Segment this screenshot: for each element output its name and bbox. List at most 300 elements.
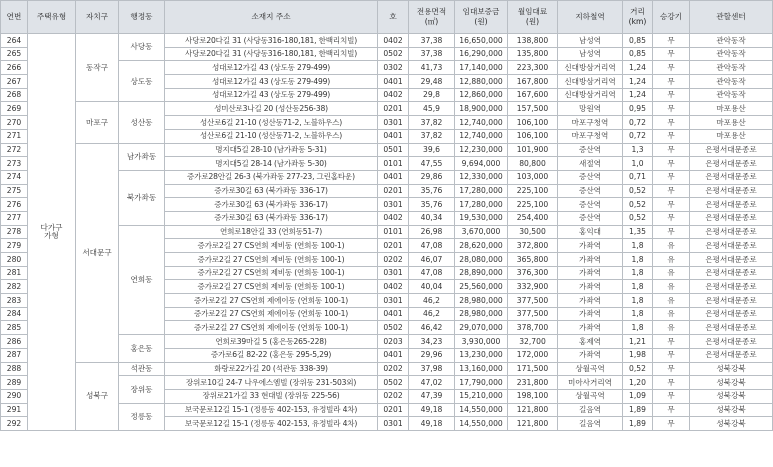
unit-number-cell: 0301: [378, 116, 409, 130]
management-center-cell: 마포용산: [690, 102, 773, 116]
unit-number-cell: 0301: [378, 198, 409, 212]
monthly-rent-cell: 121,800: [508, 417, 558, 431]
monthly-rent-cell: 157,500: [508, 102, 558, 116]
deposit-cell: 17,280,000: [455, 184, 508, 198]
admin-dong-cell: 연희동: [119, 225, 165, 335]
unit-number-cell: 0401: [378, 307, 409, 321]
elevator-cell: 무: [653, 184, 690, 198]
row-number-cell: 289: [1, 376, 28, 390]
floor-area-cell: 29,96: [409, 348, 455, 362]
elevator-cell: 유: [653, 307, 690, 321]
address-cell: 증가로2길 27 CS연희 제에이동 (연희동 100-1): [165, 321, 378, 335]
header-row: [1, 1, 773, 34]
subway-station-cell: 가좌역: [558, 321, 623, 335]
address-cell: 성대로12가길 43 (상도동 279-499): [165, 75, 378, 89]
distance-cell: 1,3: [623, 143, 653, 157]
deposit-cell: 19,530,000: [455, 211, 508, 225]
floor-area-cell: 37,38: [409, 34, 455, 48]
row-number-cell: 273: [1, 157, 28, 171]
admin-dong-cell: 석관동: [119, 362, 165, 376]
deposit-cell: 12,880,000: [455, 75, 508, 89]
subway-station-cell: 가좌역: [558, 253, 623, 267]
elevator-cell: 유: [653, 294, 690, 308]
unit-number-cell: 0401: [378, 348, 409, 362]
subway-station-cell: 홍익대: [558, 225, 623, 239]
row-number-cell: 288: [1, 362, 28, 376]
col-header-ho: 호: [378, 1, 409, 34]
unit-number-cell: 0201: [378, 403, 409, 417]
floor-area-cell: 37,38: [409, 47, 455, 61]
monthly-rent-cell: 225,100: [508, 184, 558, 198]
elevator-cell: 무: [653, 143, 690, 157]
distance-cell: 1,89: [623, 403, 653, 417]
distance-cell: 1,98: [623, 348, 653, 362]
management-center-cell: 은평서대문종로: [690, 307, 773, 321]
subway-station-cell: 남성역: [558, 47, 623, 61]
management-center-cell: 관악동작: [690, 47, 773, 61]
distance-cell: 1,20: [623, 376, 653, 390]
monthly-rent-cell: 376,300: [508, 266, 558, 280]
monthly-rent-cell: 171,500: [508, 362, 558, 376]
monthly-rent-cell: 106,100: [508, 129, 558, 143]
row-number-cell: 268: [1, 88, 28, 102]
col-header-address: 소재지 주소: [165, 1, 378, 34]
address-cell: 증가로2길 27 CS연희 제비동 (연희동 100-1): [165, 280, 378, 294]
unit-number-cell: 0401: [378, 75, 409, 89]
address-cell: 증가로6길 82-22 (홍은동 295-5,29): [165, 348, 378, 362]
distance-cell: 0,52: [623, 362, 653, 376]
col-header-distance: 거리 (km): [623, 1, 653, 34]
row-number-cell: 284: [1, 307, 28, 321]
distance-cell: 0,72: [623, 116, 653, 130]
distance-cell: 1,8: [623, 239, 653, 253]
subway-station-cell: 신대방삼거리역: [558, 88, 623, 102]
elevator-cell: 무: [653, 376, 690, 390]
distance-cell: 1,8: [623, 253, 653, 267]
unit-number-cell: 0101: [378, 225, 409, 239]
monthly-rent-cell: 225,100: [508, 198, 558, 212]
distance-cell: 1,8: [623, 266, 653, 280]
monthly-rent-cell: 101,900: [508, 143, 558, 157]
subway-station-cell: 새절역: [558, 157, 623, 171]
deposit-cell: 28,980,000: [455, 294, 508, 308]
subway-station-cell: 증산역: [558, 143, 623, 157]
distance-cell: 1,8: [623, 294, 653, 308]
management-center-cell: 성북강북: [690, 362, 773, 376]
elevator-cell: 무: [653, 198, 690, 212]
unit-number-cell: 0502: [378, 47, 409, 61]
row-number-cell: 285: [1, 321, 28, 335]
row-number-cell: 280: [1, 253, 28, 267]
monthly-rent-cell: 172,000: [508, 348, 558, 362]
col-header-gu: 자치구: [76, 1, 119, 34]
elevator-cell: 무: [653, 403, 690, 417]
deposit-cell: 14,550,000: [455, 417, 508, 431]
housing-type-cell: 다가구 가형: [28, 34, 76, 431]
deposit-cell: 16,650,000: [455, 34, 508, 48]
admin-dong-cell: 성산동: [119, 102, 165, 143]
row-number-cell: 270: [1, 116, 28, 130]
monthly-rent-cell: 198,100: [508, 389, 558, 403]
distance-cell: 1,09: [623, 389, 653, 403]
deposit-cell: 13,230,000: [455, 348, 508, 362]
address-cell: 보국문로12길 15-1 (정릉동 402-153, 유정빌라 4차): [165, 417, 378, 431]
management-center-cell: 은평서대문종로: [690, 239, 773, 253]
unit-number-cell: 0301: [378, 294, 409, 308]
elevator-cell: 무: [653, 61, 690, 75]
row-number-cell: 269: [1, 102, 28, 116]
management-center-cell: 은평서대문종로: [690, 280, 773, 294]
management-center-cell: 은평서대문종로: [690, 253, 773, 267]
deposit-cell: 15,210,000: [455, 389, 508, 403]
management-center-cell: 은평서대문종로: [690, 321, 773, 335]
subway-station-cell: 신대방삼거리역: [558, 61, 623, 75]
floor-area-cell: 29,86: [409, 170, 455, 184]
elevator-cell: 무: [653, 417, 690, 431]
floor-area-cell: 46,42: [409, 321, 455, 335]
management-center-cell: 마포용산: [690, 116, 773, 130]
monthly-rent-cell: 231,800: [508, 376, 558, 390]
admin-dong-cell: 정릉동: [119, 403, 165, 430]
address-cell: 보국문로12길 15-1 (정릉동 402-153, 유정빌라 4차): [165, 403, 378, 417]
deposit-cell: 18,900,000: [455, 102, 508, 116]
distance-cell: 0,52: [623, 198, 653, 212]
unit-number-cell: 0401: [378, 170, 409, 184]
row-number-cell: 287: [1, 348, 28, 362]
deposit-cell: 29,070,000: [455, 321, 508, 335]
subway-station-cell: 가좌역: [558, 239, 623, 253]
deposit-cell: 12,330,000: [455, 170, 508, 184]
elevator-cell: 무: [653, 116, 690, 130]
management-center-cell: 성북강북: [690, 403, 773, 417]
col-header-rent: 월임대료 (원): [508, 1, 558, 34]
address-cell: 성산로6길 21-10 (성산동71-2, 노블하우스): [165, 116, 378, 130]
elevator-cell: 무: [653, 47, 690, 61]
elevator-cell: 무: [653, 225, 690, 239]
deposit-cell: 16,290,000: [455, 47, 508, 61]
floor-area-cell: 46,2: [409, 307, 455, 321]
distance-cell: 0,85: [623, 47, 653, 61]
col-header-area: 전용면적 (㎡): [409, 1, 455, 34]
address-cell: 증가로2길 27 CS연희 제비동 (연희동 100-1): [165, 239, 378, 253]
col-header-elevator: 승강기: [653, 1, 690, 34]
admin-dong-cell: 장위동: [119, 376, 165, 403]
deposit-cell: 12,860,000: [455, 88, 508, 102]
management-center-cell: 성북강북: [690, 376, 773, 390]
management-center-cell: 관악동작: [690, 61, 773, 75]
col-header-dong: 행정동: [119, 1, 165, 34]
col-header-center: 관할센터: [690, 1, 773, 34]
subway-station-cell: 증산역: [558, 211, 623, 225]
management-center-cell: 은평서대문종로: [690, 170, 773, 184]
monthly-rent-cell: 254,400: [508, 211, 558, 225]
distance-cell: 0,52: [623, 184, 653, 198]
monthly-rent-cell: 372,800: [508, 239, 558, 253]
row-number-cell: 277: [1, 211, 28, 225]
monthly-rent-cell: 377,500: [508, 307, 558, 321]
table-row: [1, 143, 773, 157]
address-cell: 성대로12가길 43 (상도동 279-499): [165, 88, 378, 102]
floor-area-cell: 47,02: [409, 376, 455, 390]
address-cell: 연희로18안길 33 (연희동51-7): [165, 225, 378, 239]
address-cell: 증가로30길 63 (북가좌동 336-17): [165, 198, 378, 212]
monthly-rent-cell: 365,800: [508, 253, 558, 267]
subway-station-cell: 가좌역: [558, 266, 623, 280]
unit-number-cell: 0402: [378, 34, 409, 48]
address-cell: 성산로6길 21-10 (성산동71-2, 노블하우스): [165, 129, 378, 143]
admin-dong-cell: 상도동: [119, 61, 165, 102]
monthly-rent-cell: 106,100: [508, 116, 558, 130]
monthly-rent-cell: 332,900: [508, 280, 558, 294]
row-number-cell: 278: [1, 225, 28, 239]
distance-cell: 0,72: [623, 129, 653, 143]
distance-cell: 1,8: [623, 321, 653, 335]
floor-area-cell: 47,08: [409, 239, 455, 253]
subway-station-cell: 증산역: [558, 198, 623, 212]
col-header-deposit: 임대보증금 (원): [455, 1, 508, 34]
deposit-cell: 3,930,000: [455, 335, 508, 349]
address-cell: 성미산로3나길 20 (성산동256-38): [165, 102, 378, 116]
row-number-cell: 279: [1, 239, 28, 253]
address-cell: 연희로39마길 5 (홍은동265-228): [165, 335, 378, 349]
deposit-cell: 25,560,000: [455, 280, 508, 294]
subway-station-cell: 망원역: [558, 102, 623, 116]
deposit-cell: 14,550,000: [455, 403, 508, 417]
management-center-cell: 관악동작: [690, 34, 773, 48]
row-number-cell: 266: [1, 61, 28, 75]
row-number-cell: 265: [1, 47, 28, 61]
floor-area-cell: 46,07: [409, 253, 455, 267]
floor-area-cell: 49,18: [409, 417, 455, 431]
row-number-cell: 272: [1, 143, 28, 157]
address-cell: 화랑로22가길 20 (석관동 338-39): [165, 362, 378, 376]
row-number-cell: 276: [1, 198, 28, 212]
floor-area-cell: 29,48: [409, 75, 455, 89]
deposit-cell: 28,890,000: [455, 266, 508, 280]
management-center-cell: 은평서대문종로: [690, 225, 773, 239]
management-center-cell: 은평서대문종로: [690, 143, 773, 157]
elevator-cell: 무: [653, 348, 690, 362]
distance-cell: 1,21: [623, 335, 653, 349]
address-cell: 증가로2길 27 CS연희 제비동 (연희동 100-1): [165, 253, 378, 267]
unit-number-cell: 0402: [378, 280, 409, 294]
management-center-cell: 은평서대문종로: [690, 157, 773, 171]
elevator-cell: 무: [653, 34, 690, 48]
subway-station-cell: 가좌역: [558, 294, 623, 308]
floor-area-cell: 45,9: [409, 102, 455, 116]
address-cell: 명지대5길 28-10 (남가좌동 5-31): [165, 143, 378, 157]
management-center-cell: 은평서대문종로: [690, 198, 773, 212]
floor-area-cell: 40,04: [409, 280, 455, 294]
row-number-cell: 290: [1, 389, 28, 403]
admin-dong-cell: 홍은동: [119, 335, 165, 362]
table-row: [1, 102, 773, 116]
subway-station-cell: 가좌역: [558, 348, 623, 362]
row-number-cell: 271: [1, 129, 28, 143]
monthly-rent-cell: 80,800: [508, 157, 558, 171]
subway-station-cell: 길음역: [558, 417, 623, 431]
unit-number-cell: 0402: [378, 211, 409, 225]
subway-station-cell: 가좌역: [558, 307, 623, 321]
address-cell: 증가로2길 27 CS연희 제에이동 (연희동 100-1): [165, 307, 378, 321]
row-number-cell: 291: [1, 403, 28, 417]
unit-number-cell: 0301: [378, 266, 409, 280]
district-cell: 성북구: [76, 362, 119, 430]
unit-number-cell: 0502: [378, 321, 409, 335]
monthly-rent-cell: 167,600: [508, 88, 558, 102]
floor-area-cell: 35,76: [409, 198, 455, 212]
floor-area-cell: 47,55: [409, 157, 455, 171]
deposit-cell: 12,740,000: [455, 116, 508, 130]
management-center-cell: 관악동작: [690, 75, 773, 89]
unit-number-cell: 0201: [378, 184, 409, 198]
floor-area-cell: 47,08: [409, 266, 455, 280]
address-cell: 사당로20다길 31 (사당동316-180,181, 한백리치빌): [165, 47, 378, 61]
row-number-cell: 274: [1, 170, 28, 184]
management-center-cell: 은평서대문종로: [690, 348, 773, 362]
subway-station-cell: 남성역: [558, 34, 623, 48]
subway-station-cell: 홍제역: [558, 335, 623, 349]
elevator-cell: 유: [653, 253, 690, 267]
monthly-rent-cell: 32,700: [508, 335, 558, 349]
address-cell: 증가로28안길 26-3 (북가좌동 277-23, 그린홈타운): [165, 170, 378, 184]
distance-cell: 0,52: [623, 211, 653, 225]
subway-station-cell: 길음역: [558, 403, 623, 417]
deposit-cell: 17,790,000: [455, 376, 508, 390]
elevator-cell: 유: [653, 280, 690, 294]
floor-area-cell: 37,98: [409, 362, 455, 376]
deposit-cell: 28,980,000: [455, 307, 508, 321]
subway-station-cell: 미아사거리역: [558, 376, 623, 390]
floor-area-cell: 34,23: [409, 335, 455, 349]
unit-number-cell: 0302: [378, 61, 409, 75]
subway-station-cell: 상월곡역: [558, 362, 623, 376]
monthly-rent-cell: 167,800: [508, 75, 558, 89]
admin-dong-cell: 사당동: [119, 34, 165, 61]
floor-area-cell: 40,34: [409, 211, 455, 225]
unit-number-cell: 0301: [378, 417, 409, 431]
address-cell: 사당로20다길 31 (사당동316-180,181, 한백리치빌): [165, 34, 378, 48]
floor-area-cell: 39,6: [409, 143, 455, 157]
management-center-cell: 성북강북: [690, 417, 773, 431]
subway-station-cell: 마포구청역: [558, 116, 623, 130]
row-number-cell: 292: [1, 417, 28, 431]
deposit-cell: 17,140,000: [455, 61, 508, 75]
distance-cell: 0,85: [623, 34, 653, 48]
unit-number-cell: 0402: [378, 88, 409, 102]
floor-area-cell: 41,73: [409, 61, 455, 75]
subway-station-cell: 가좌역: [558, 280, 623, 294]
unit-number-cell: 0502: [378, 376, 409, 390]
subway-station-cell: 신대방삼거리역: [558, 75, 623, 89]
unit-number-cell: 0101: [378, 157, 409, 171]
elevator-cell: 유: [653, 266, 690, 280]
management-center-cell: 은평서대문종로: [690, 184, 773, 198]
elevator-cell: 무: [653, 362, 690, 376]
deposit-cell: 28,620,000: [455, 239, 508, 253]
distance-cell: 1,24: [623, 88, 653, 102]
monthly-rent-cell: 138,800: [508, 34, 558, 48]
deposit-cell: 17,280,000: [455, 198, 508, 212]
col-header-station: 지하철역: [558, 1, 623, 34]
elevator-cell: 무: [653, 389, 690, 403]
floor-area-cell: 37,82: [409, 116, 455, 130]
floor-area-cell: 49,18: [409, 403, 455, 417]
distance-cell: 0,95: [623, 102, 653, 116]
deposit-cell: 3,670,000: [455, 225, 508, 239]
management-center-cell: 은평서대문종로: [690, 294, 773, 308]
address-cell: 증가로2길 27 CS연희 제에이동 (연희동 100-1): [165, 294, 378, 308]
subway-station-cell: 증산역: [558, 184, 623, 198]
district-cell: 동작구: [76, 34, 119, 102]
table-row: [1, 362, 773, 376]
monthly-rent-cell: 121,800: [508, 403, 558, 417]
admin-dong-cell: 북가좌동: [119, 170, 165, 225]
row-number-cell: 282: [1, 280, 28, 294]
address-cell: 증가로30길 63 (북가좌동 336-17): [165, 211, 378, 225]
address-cell: 장위로21가길 33 현대빌 (장위동 225-56): [165, 389, 378, 403]
floor-area-cell: 26,98: [409, 225, 455, 239]
elevator-cell: 무: [653, 170, 690, 184]
address-cell: 증가로30길 63 (북가좌동 336-17): [165, 184, 378, 198]
distance-cell: 1,0: [623, 157, 653, 171]
distance-cell: 1,24: [623, 61, 653, 75]
elevator-cell: 무: [653, 211, 690, 225]
row-number-cell: 264: [1, 34, 28, 48]
elevator-cell: 무: [653, 102, 690, 116]
distance-cell: 1,35: [623, 225, 653, 239]
elevator-cell: 무: [653, 75, 690, 89]
management-center-cell: 성북강북: [690, 389, 773, 403]
monthly-rent-cell: 378,700: [508, 321, 558, 335]
unit-number-cell: 0201: [378, 239, 409, 253]
floor-area-cell: 35,76: [409, 184, 455, 198]
col-header-type: 주택유형: [28, 1, 76, 34]
floor-area-cell: 29,8: [409, 88, 455, 102]
distance-cell: 1,89: [623, 417, 653, 431]
distance-cell: 1,8: [623, 280, 653, 294]
distance-cell: 1,8: [623, 307, 653, 321]
col-header-no: 연번: [1, 1, 28, 34]
address-cell: 장위로10길 24-7 나우에스엠빌 (장위동 231-503외): [165, 376, 378, 390]
row-number-cell: 281: [1, 266, 28, 280]
address-cell: 증가로2길 27 CS연희 제비동 (연희동 100-1): [165, 266, 378, 280]
unit-number-cell: 0203: [378, 335, 409, 349]
management-center-cell: 관악동작: [690, 88, 773, 102]
unit-number-cell: 0401: [378, 129, 409, 143]
monthly-rent-cell: 30,500: [508, 225, 558, 239]
monthly-rent-cell: 135,800: [508, 47, 558, 61]
elevator-cell: 무: [653, 88, 690, 102]
floor-area-cell: 47,39: [409, 389, 455, 403]
address-cell: 성대로12가길 43 (상도동 279-499): [165, 61, 378, 75]
floor-area-cell: 46,2: [409, 294, 455, 308]
distance-cell: 0,71: [623, 170, 653, 184]
unit-number-cell: 0501: [378, 143, 409, 157]
elevator-cell: 무: [653, 129, 690, 143]
unit-number-cell: 0202: [378, 253, 409, 267]
monthly-rent-cell: 377,500: [508, 294, 558, 308]
elevator-cell: 유: [653, 239, 690, 253]
district-cell: 서대문구: [76, 143, 119, 362]
subway-station-cell: 상월곡역: [558, 389, 623, 403]
table-row: [1, 34, 773, 48]
monthly-rent-cell: 103,000: [508, 170, 558, 184]
address-cell: 명지대5길 28-14 (남가좌동 5-30): [165, 157, 378, 171]
deposit-cell: 28,080,000: [455, 253, 508, 267]
elevator-cell: 유: [653, 321, 690, 335]
monthly-rent-cell: 223,300: [508, 61, 558, 75]
